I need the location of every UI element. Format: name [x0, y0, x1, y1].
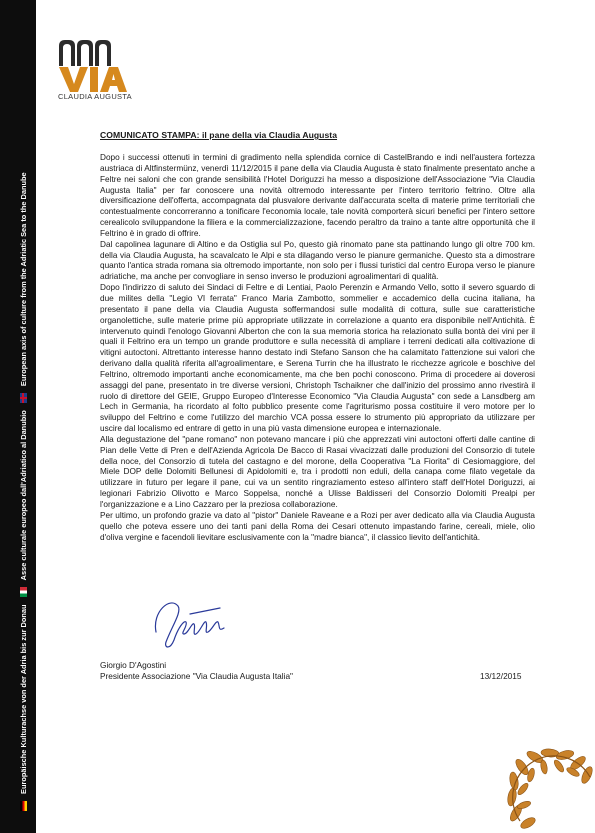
motto-german: Europäische Kulturachse von der Adria bis zur Donau	[18, 603, 28, 794]
document-date: 13/12/2015	[480, 671, 522, 681]
signer-name: Giorgio D'Agostini	[100, 660, 167, 670]
sidebar-band	[0, 0, 36, 833]
italy-flag-icon	[20, 587, 27, 597]
paragraph: Dopo l'indirizzo di saluto dei Sindaci di Feltre e di Lentiai, Paolo Perenzin e Armando Vello, sotto il severo sguardo di due milites della "Legio VI ferrata" Franco Maria Zambotto, sommelier e accademico della cucina italiana, ha presentato il pane della via Claudia Augusta soffermandosi sulle modalità di cottura, sulle sue caratteristiche organolettiche, sulle materie prime più appropriate utilizzate in correlazione a quanto era disponibile nell'Antichità. È intervenuto quindi l'enologo Giovanni Alberton che con la sua memoria storica ha relazionato sulla bontà dei vini per il quali il Feltrino era un tempo un grande produttore e sulla necessità di ampliare i terreni dedicati alla coltivazione di vitigni autoctoni. Altrettanto interesse hanno destato indi Stefano Sanson che ha calamitato l'attenzione sui valori che derivano dalla qualità riferita all'agroalimentare, e Serena Turrin che ha illustrato le ricchezze agricole e boschive del Feltrino, oltremodo importanti anche economicamente, ma che ben pochi conoscono. Prima di procedere ai doverosi assaggi del pane, presentato in tre diverse versioni, Christoph Tschaikner che dall'inizio del prossimo anno rivestirà il ruolo di direttore del GEIE, Gruppo Europeo d'Interesse Economico "Via Claudia Augusta" con sede a Lansdberg am Lech in Germania, ha ricordato al folto pubblico presente come l'agriturismo possa costituire il vero motore per lo sviluppo del Feltrino e come l'utilizzo del marchio VCA possa essere lo strumento più appropriato da utilizzare per uscire dal localismo ed entrare di getto in una più vasta dimensione europea e internazionale.	[100, 283, 535, 434]
paragraph: Dal capolinea lagunare di Altino e da Ostiglia sul Po, questo già rinomato pane sta pattinando lungo gli oltre 700 km. della via Claudia Augusta, ha scavalcato le Alpi e sta dilagando verso le pianure germaniche. Questo sta a dimostrare quanto l'antica strada romana sia oltremodo importante, non solo per i flussi turistici dal centro Europa verso le pianure adriatiche, ma anche per convogliare in senso inverso le produzioni agroalimentari di qualità.	[100, 239, 535, 282]
motto-english: European axis of culture from the Adriatic Sea to the Danube	[18, 171, 28, 386]
laurel-wreath-icon	[498, 735, 595, 833]
paragraph: Per ultimo, un profondo grazie va dato al "pistor" Daniele Raveane e a Rozi per aver dedicato alla via Claudia Augusta quello che poteva essere uno dei tanti pani della Roma dei Cesari ottenuto impastando farine, cereali, miele, olio d'oliva vergine e facendoli lievitare esclusivamente con la "madre bianca", il classico lievito dell'antichità.	[100, 510, 535, 542]
via-wordmark	[59, 67, 127, 92]
logo-caption: CLAUDIA AUGUSTA	[58, 92, 132, 101]
sidebar-motto	[18, 172, 28, 816]
document-body	[100, 153, 535, 543]
paragraph: Alla degustazione del "pane romano" non potevano mancare i più che apprezzati vini autoctoni offerti dalle cantine di Pian delle Vette di Pren e dell'Azienda Agricola De Bacco di Rasai vivacizzati dalle produzioni del Consorzio di tutele della noce, del Consorzio di tutela del castagno e del morone, della Cooperativa "La Fiorita" di Cesiomaggiore, del Miele DOP delle Dolomiti Bellunesi di Apidolomiti e, tra i prodotti non eduli, della canapa come filato vegetale da utilizzare in futuro per legare il pane, cui va un sentito ringraziamento esteso all'intero staff dell'Hotel Doriguzzi, ai legionari Fabrizio Olivotto e Marco Soppelsa, nonché a Ulisse Baldisseri del Consorzio Dolomiti Prealpi per l'organizzazione e a Lino Cazzaro per la preziosa collaborazione.	[100, 434, 535, 509]
paragraph: Dopo i successi ottenuti in termini di gradimento nella splendida cornice di CastelBrando e indi nell'austera fortezza austriaca di Altfinstermünz, venerdì 11/12/2015 il pane della via Claudia Augusta è stato finalmente presentato anche a Feltre nei saloni che con grande sensibilità l'Hotel Doriguzzi ha messo a disposizione dell'Associazione "Via Claudia Augusta Italia" per far conoscere una novità oltremodo interessante per l'intero territorio feltrino. Oltre alla diversificazione dell'offerta, accompagnata dal plusvalore derivante dall'accurata scelta di materie prime territoriali che contestualmente concorreranno a tonificare l'economia locale, tale novità comporterà sicuri benefici per l'intero settore cerealicolo sviluppandone la filiera e la commercializzazione, facendo peraltro da traino a tante altre opportunità che il Feltrino è in grado di offrire.	[100, 153, 535, 238]
press-release	[100, 130, 535, 543]
germany-flag-icon	[20, 801, 27, 811]
motto-italian: Asse culturale europeo dall'Adriatico al Danubio	[18, 409, 28, 580]
signer-role: Presidente Associazione "Via Claudia Augusta Italia"	[100, 671, 293, 681]
document-title: COMUNICATO STAMPA: il pane della via Claudia Augusta	[100, 130, 338, 140]
uk-flag-icon	[20, 393, 27, 403]
handwritten-signature	[150, 592, 230, 654]
arches-icon	[59, 40, 111, 66]
